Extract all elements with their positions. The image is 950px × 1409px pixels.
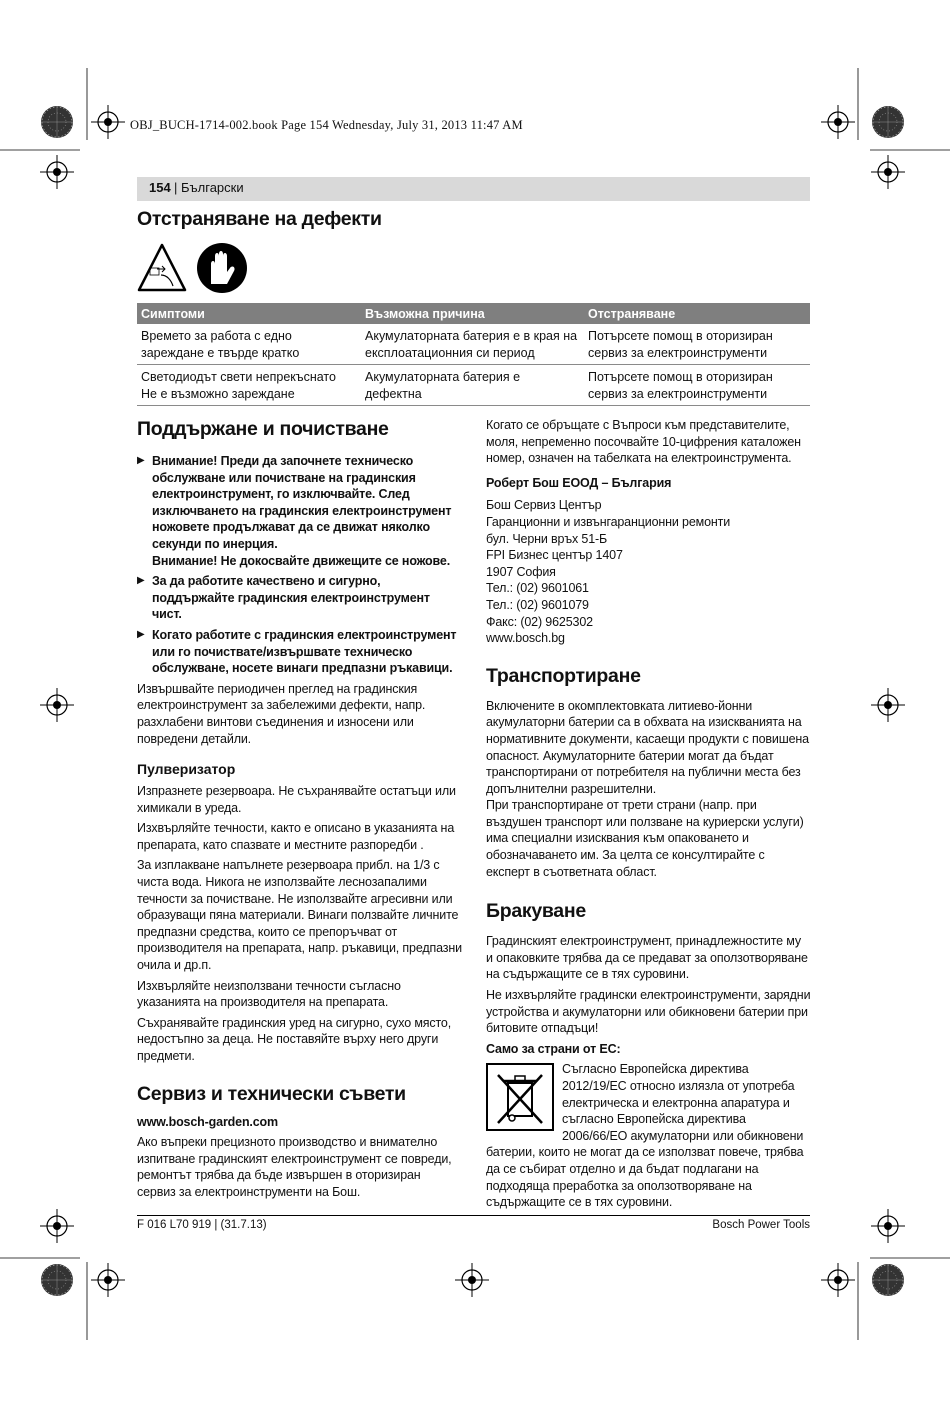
column-header: Симптоми <box>137 303 361 324</box>
table-row <box>137 365 810 406</box>
table-cell: Времето за работа с едно зареждане е твърде кратко <box>137 324 361 365</box>
address-line: Гаранционни и извънгаранционни ремонти <box>486 514 731 529</box>
registration-mark-icon <box>872 1264 904 1296</box>
paragraph: Съхранявайте градинския уред на сигурно, сухо място, недостъпно за деца. Не поставяйте върху него други предмети. <box>137 1015 452 1063</box>
paragraph: Когато се обръщате с Въпроси към представителите, моля, непременно посочвайте 10-цифрения каталожен номер, означен на табелката на електроинструмента. <box>486 418 801 466</box>
registration-mark-icon <box>40 155 74 189</box>
column-header: Отстраняване <box>584 303 810 324</box>
eu-line: съгласно Европейска директива <box>562 1112 746 1127</box>
address-line: бул. Черни връх 51-Б <box>486 531 608 546</box>
registration-mark-icon <box>821 105 855 139</box>
registration-mark-icon <box>40 1209 74 1243</box>
service-url: www.bosch-garden.com <box>137 1114 279 1129</box>
bullet-item: ▶ Когато работите с градинския електроинструмент или го почиствате/извършвате техническо обслужване, носете винаги предпазни ръкавици. <box>137 627 457 676</box>
registration-mark-icon <box>91 105 125 139</box>
print-job-info: OBJ_BUCH-1714-002.book Page 154 Wednesday, July 31, 2013 11:47 AM <box>130 118 523 132</box>
footer-brand: Bosch Power Tools <box>712 1219 810 1231</box>
registration-mark-icon <box>871 1209 905 1243</box>
read-manual-warning-icon <box>139 245 185 290</box>
troubleshooting-table <box>137 303 810 406</box>
address-line: Тел.: (02) 9601061 <box>486 581 589 596</box>
page-number: 154 <box>149 180 171 195</box>
paragraph: Извършвайте периодичен преглед на градинския електроинструмент за забележими дефекти, напр. разхлабени винтови съединения и износени или повредени детайли. <box>137 681 426 746</box>
table-cell: Потърсете помощ в оторизиран сервиз за електроинструменти <box>584 365 810 406</box>
table-cell: Потърсете помощ в оторизиран сервиз за електроинструменти <box>584 324 810 365</box>
header-language: Български <box>181 180 244 195</box>
registration-mark-icon <box>91 1263 125 1297</box>
footer-doc-number: F 016 L70 919 | (31.7.13) <box>137 1219 267 1231</box>
bullet-item: ▶ Внимание! Преди да започнете техническо обслужване или почистване на градинския електроинструмент, го изключвайте. След изключването на градинския електроинструмент ножовете продължават да се движат няколко секунди по инерция. Внимание! Не докосвайте движещите се ножове. <box>137 454 452 568</box>
sprayer-title: Пулверизатор <box>137 761 236 778</box>
paragraph: Изпразнете резервоара. Не съхранявайте остатъци или химикали в уреда. <box>137 784 456 815</box>
table-row <box>137 324 810 365</box>
table-cell: Акумулаторната батерия е дефектна <box>361 365 584 406</box>
registration-mark-icon <box>41 1264 73 1296</box>
address-line: www.bosch.bg <box>486 631 565 646</box>
column-header: Възможна причина <box>361 303 584 324</box>
bullet-arrow-icon: ▶ <box>137 455 145 466</box>
bullet-arrow-icon: ▶ <box>137 575 145 587</box>
safety-icons <box>137 242 252 294</box>
troubleshooting-title: Отстраняване на дефекти <box>137 208 382 230</box>
address-line: Факс: (02) 9625302 <box>486 614 593 629</box>
company-name: Роберт Бош ЕООД – България <box>486 475 672 490</box>
address-line: Тел.: (02) 9601079 <box>486 597 589 612</box>
paragraph: Не изхвърляйте градински електроинструменти, зарядни устройства и акумулаторни или обикновени батерии при битовите отпадъци! <box>486 988 811 1036</box>
address-line: FPI Бизнес център 1407 <box>486 548 623 563</box>
paragraph: Изхвърляйте неизползвани течности съгласно указанията на производителя на препарата. <box>137 978 401 1010</box>
registration-mark-icon <box>40 688 74 722</box>
left-column <box>137 418 462 1205</box>
paragraph: За изплакване напълнете резервоара прибл. на 1/3 с чиста вода. Никога не използвайте леснозапалими течности за почистване. Не използвайте агресивни или образуващи пяна материали. Винаги ползвайте личните предпазни средства, които се препоръчват от производителя на препарата, напр. ръкавици, предпазни очила и др.п. <box>137 858 462 973</box>
paragraph: батерии, които не могат да се използват повече, трябва да се събират отделно и да бъдат подлагани на подходяща преработка за оползотворяване на съдържащите се в тях суровини. <box>486 1145 804 1210</box>
eu-directive-block <box>486 1061 811 1210</box>
address-block <box>486 497 811 646</box>
eu-line: Съгласно Европейска директива <box>562 1062 749 1077</box>
paragraph: Изхвърляйте течности, както е описано в указанията на препарата, като спазвате и местните разпоредби . <box>137 821 455 852</box>
eu-label: Само за страни от ЕС: <box>486 1041 621 1056</box>
registration-mark-icon <box>821 1263 855 1297</box>
registration-mark-icon <box>871 688 905 722</box>
table-cell: Акумулаторната батерия е в края на експлоатационния си период <box>361 324 584 365</box>
bullet-item: ▶ За да работите качествено и сигурно, поддържайте градинския електроинструмент чист. <box>137 574 430 622</box>
registration-mark-icon <box>41 106 73 138</box>
address-line: 1907 София <box>486 564 556 579</box>
maintenance-title: Поддържане и почистване <box>137 418 389 440</box>
transport-title: Транспортиране <box>486 664 641 687</box>
eu-line: 2006/66/ЕО акумулаторни или обикновени <box>562 1128 804 1143</box>
registration-mark-icon <box>871 155 905 189</box>
eu-line: електрическа и електронна апаратура и <box>562 1095 790 1110</box>
paragraph: Ако въпреки прецизното производство и внимателно изпитване градинският електроинструмент се повреди, ремонтът трябва да бъде извършен в оторизиран сервиз за електроинструменти на Бош. <box>137 1135 452 1199</box>
page-header: 154 | Български <box>137 177 810 201</box>
crossed-bin-icon <box>486 1063 554 1131</box>
paragraph: Включените в окомплектовката литиево-йонни акумулаторни батерии са в обхвата на изискванията на нормативните документи, касаещи продукти с повишена опасност. Акумулаторните батерии могат да бъдат транспортирани от потребителя на публични места без допълнителни разрешителни. <box>486 698 809 796</box>
bullet-arrow-icon: ▶ <box>137 628 145 640</box>
registration-mark-icon <box>872 106 904 138</box>
service-title: Сервиз и технически съвети <box>137 1082 406 1105</box>
eu-line: 2012/19/ЕС относно излязла от употреба <box>562 1079 795 1093</box>
paragraph: Градинският електроинструмент, принадлежностите му и опаковките трябва да се предават за оползотворяване на съдържащите се в тях суровини. <box>486 934 808 982</box>
right-column <box>486 417 811 1215</box>
disposal-title: Бракуване <box>486 900 586 923</box>
table-cell: Светодиодът свети непрекъснато Не е възможно зареждане <box>137 365 361 406</box>
registration-mark-icon <box>455 1263 489 1297</box>
address-line: Бош Сервиз Център <box>486 498 602 513</box>
footer-divider <box>137 1215 810 1216</box>
gloves-icon <box>197 243 247 293</box>
paragraph: При транспортиране от трети страни (напр. при въздушен транспорт или ползване на куриерски услуги) има специални изисквания към опаковането и обозначаването им. За целта се консултирайте с експерт в съответната област. <box>486 798 804 879</box>
